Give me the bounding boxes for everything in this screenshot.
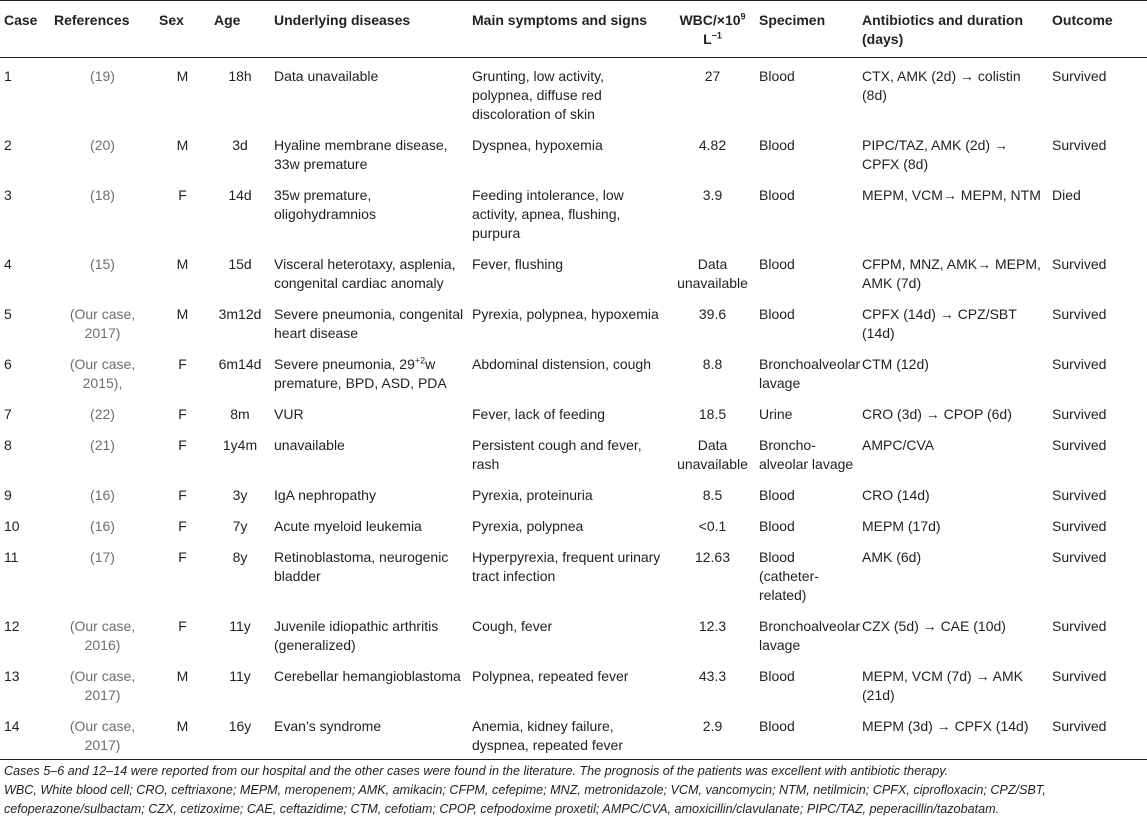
cell-wbc: 12.3 (698, 618, 727, 634)
cell-antibiotics: CRO (14d) (862, 487, 930, 503)
cell-symptoms: Cough, fever (472, 618, 553, 634)
cell-underlying: Cerebellar hemangioblastoma (274, 668, 461, 684)
cell-specimen: Urine (759, 406, 793, 422)
cell-age: 1y4m (222, 437, 258, 453)
header-symptoms: Main symptoms and signs (468, 1, 670, 58)
cell-symptoms: Pyrexia, proteinuria (472, 487, 593, 503)
cell-specimen: Blood (759, 518, 795, 534)
cell-reference: (16) (90, 487, 115, 503)
cell-sex: F (178, 518, 187, 534)
cell-antibiotics: MEPM (17d) (862, 518, 941, 534)
cell-wbc: 3.9 (702, 187, 723, 203)
cell-antibiotics: CFPM, MNZ, AMK→ MEPM, AMK (7d) (862, 256, 1041, 291)
table-row (0, 246, 1147, 296)
cell-antibiotics: CTX, AMK (2d) → colistin (8d) (862, 68, 1021, 103)
cell-specimen: Blood (759, 306, 795, 322)
footnote-summary: Cases 5–6 and 12–14 were reported from our hospital and the other cases were found in the literature. The prognosis of the patients was excellent with antibiotic therapy. (4, 764, 949, 778)
cell-antibiotics: CTM (12d) (862, 356, 929, 372)
cell-symptoms: Hyperpyrexia, frequent urinary tract infection (472, 549, 661, 584)
cell-specimen: Blood (759, 256, 795, 272)
cell-underlying: Evan’s syndrome (270, 708, 468, 760)
header-wbc-prefix: WBC/×10 (679, 12, 741, 28)
cell-sex: F (178, 406, 187, 422)
cell-symptoms: Persistent cough and fever, rash (472, 437, 642, 472)
cell-symptoms: Fever, lack of feeding (472, 406, 606, 422)
cell-case: 5 (4, 306, 12, 322)
table-row (0, 539, 1147, 608)
cell-reference: (20) (90, 137, 115, 153)
cell-antibiotics: AMPC/CVA (862, 437, 935, 453)
cell-antibiotics: CZX (5d) → CAE (10d) (862, 618, 1006, 634)
cell-outcome: Survived (1052, 618, 1107, 634)
cell-outcome: Died (1052, 187, 1081, 203)
cell-wbc: 39.6 (698, 306, 727, 322)
cell-reference: (16) (90, 518, 115, 534)
cell-age: 6m14d (218, 356, 262, 372)
cell-antibiotics: MEPM (3d) → CPFX (14d) (858, 708, 1048, 760)
cell-wbc: Data unavailable (677, 256, 748, 291)
cell-underlying: Acute myeloid leukemia (274, 518, 422, 534)
underlying-text: Severe pneumonia, 29 (274, 356, 415, 372)
cell-age: 7y (232, 518, 248, 534)
table-header (0, 1, 1147, 58)
cell-reference: (Our case, 2017) (50, 708, 155, 760)
cell-outcome: Survived (1052, 306, 1107, 322)
header-wbc-exponent: 9 (740, 11, 746, 22)
underlying-superscript: +2 (414, 355, 426, 366)
cell-symptoms: Feeding intolerance, low activity, apnea, flushing, purpura (472, 187, 624, 241)
table-row (0, 177, 1147, 246)
cell-reference: (Our case, 2017) (69, 668, 136, 703)
cell-underlying: Visceral heterotaxy, asplenia, congenital cardiac anomaly (274, 256, 456, 291)
cell-case: 6 (4, 356, 12, 372)
cell-case: 8 (4, 437, 12, 453)
cell-reference: (19) (90, 68, 115, 84)
cell-age: 16y (210, 708, 270, 760)
cell-outcome: Survived (1052, 68, 1107, 84)
table-body (0, 58, 1147, 760)
cell-reference: (Our case, 2015), (69, 356, 136, 391)
table-row (0, 296, 1147, 346)
cell-age: 18h (228, 68, 252, 84)
header-sex: Sex (155, 1, 210, 58)
cell-reference: (21) (90, 437, 115, 453)
cell-sex: F (178, 437, 187, 453)
cell-wbc: 43.3 (698, 668, 727, 684)
cell-age: 8m (230, 406, 250, 422)
cell-underlying: VUR (274, 406, 304, 422)
cell-antibiotics: AMK (6d) (862, 549, 922, 565)
cell-reference: (22) (90, 406, 115, 422)
cell-age: 11y (229, 618, 251, 634)
cell-case: 13 (4, 668, 20, 684)
cell-specimen: Blood (759, 187, 795, 203)
cell-underlying: Juvenile idiopathic arthritis (generalized) (274, 618, 439, 653)
cell-age: 14d (228, 187, 252, 203)
cell-case: 7 (4, 406, 12, 422)
cell-age: 15d (228, 256, 252, 272)
cell-underlying: Retinoblastoma, neurogenic bladder (274, 549, 449, 584)
cell-antibiotics: MEPM, VCM (7d) → AMK (21d) (862, 668, 1024, 703)
cell-specimen: Blood (759, 487, 795, 503)
cell-sex: M (176, 137, 189, 153)
cell-specimen: Blood (759, 668, 795, 684)
cell-age: 11y (229, 668, 251, 684)
cell-specimen: Bronchoalveolar lavage (759, 618, 861, 653)
cell-underlying: Severe pneumonia, congenital heart disease (274, 306, 464, 341)
cell-sex: F (178, 618, 187, 634)
cell-symptoms: Polypnea, repeated fever (472, 668, 629, 684)
cell-antibiotics: MEPM, VCM→ MEPM, NTM (862, 187, 1041, 203)
header-underlying: Underlying diseases (270, 1, 468, 58)
cell-wbc: 2.9 (670, 708, 755, 760)
table-row (0, 427, 1147, 477)
cell-reference: (15) (90, 256, 115, 272)
table-row (0, 508, 1147, 539)
cell-underlying: IgA nephropathy (274, 487, 376, 503)
cell-reference: (17) (90, 549, 115, 565)
table-row (0, 477, 1147, 508)
cell-case: 14 (0, 708, 50, 760)
cell-reference: (Our case, 2016) (69, 618, 136, 653)
cell-symptoms: Abdominal distension, cough (472, 356, 652, 372)
header-row (0, 1, 1147, 58)
header-references: References (50, 1, 155, 58)
table-row (0, 396, 1147, 427)
cell-wbc: 18.5 (698, 406, 727, 422)
header-outcome: Outcome (1048, 1, 1147, 58)
cell-wbc: 12.63 (694, 549, 731, 565)
cell-symptoms: Pyrexia, polypnea, hypoxemia (472, 306, 659, 322)
cell-outcome: Survived (1052, 549, 1107, 565)
footnote-abbreviations: WBC, White blood cell; CRO, ceftriaxone; MEPM, meropenem; AMK, amikacin; CFPM, cefepime; MNZ, metronidazole; VCM, vancomycin; NTM, netilmicin; CPFX, ciprofloxacin; CPZ/SBT, cefoperazone/sulbactam; CZX, cetizoxime; CAE, ceftazidime; CTM, cefotiam; CPOP, cefpodoxime proxetil; AMPC/CVA, amoxicillin/clavulanate; PIPC/TAZ, peperacillin/tazobatam. (4, 783, 1046, 816)
cell-wbc: 4.82 (698, 137, 727, 153)
cell-wbc: 8.8 (702, 356, 723, 372)
cell-outcome: Survived (1052, 356, 1107, 372)
header-antibiotics: Antibiotics and duration (days) (858, 1, 1048, 58)
cell-sex: F (178, 187, 187, 203)
cell-underlying: unavailable (274, 437, 345, 453)
header-age: Age (210, 1, 270, 58)
cell-case: 4 (4, 256, 12, 272)
cell-specimen: Blood (755, 708, 858, 760)
cell-outcome: Survived (1052, 487, 1107, 503)
cell-wbc: 27 (704, 68, 721, 84)
cell-wbc: 8.5 (702, 487, 723, 503)
cell-sex: M (176, 306, 189, 322)
cell-specimen: Blood (catheter-related) (759, 549, 819, 603)
table-row (0, 346, 1147, 396)
cell-case: 2 (4, 137, 12, 153)
cell-symptoms: Dyspnea, hypoxemia (472, 137, 603, 153)
cell-sex: M (176, 256, 189, 272)
cell-case: 9 (4, 487, 12, 503)
cell-specimen: Blood (759, 68, 795, 84)
cell-case: 1 (4, 68, 12, 84)
cell-symptoms: Anemia, kidney failure, dyspnea, repeated fever (468, 708, 670, 760)
cell-age: 3m12d (218, 306, 262, 322)
table-row (0, 708, 1147, 760)
cell-sex: M (176, 668, 189, 684)
cell-outcome: Survived (1048, 708, 1147, 760)
header-specimen: Specimen (755, 1, 858, 58)
cell-outcome: Survived (1052, 137, 1107, 153)
cell-sex: M (155, 708, 210, 760)
cell-antibiotics: CPFX (14d) → CPZ/SBT (14d) (862, 306, 1017, 341)
cell-reference: (Our case, 2017) (69, 306, 136, 341)
table-row (0, 658, 1147, 708)
cell-outcome: Survived (1052, 437, 1107, 453)
cell-symptoms: Grunting, low activity, polypnea, diffuse red discoloration of skin (472, 68, 605, 122)
cell-age: 3y (232, 487, 248, 503)
table-row (0, 608, 1147, 658)
cell-wbc: Data unavailable (677, 437, 748, 472)
cell-outcome: Survived (1052, 518, 1107, 534)
table-row (0, 58, 1147, 128)
header-wbc-suffix: L (703, 31, 712, 47)
cell-symptoms: Pyrexia, polypnea (472, 518, 584, 534)
cell-symptoms: Fever, flushing (472, 256, 564, 272)
cell-age: 3d (232, 137, 248, 153)
header-wbc-unit-exponent: −1 (711, 30, 722, 41)
cell-underlying (270, 346, 468, 396)
cell-antibiotics: PIPC/TAZ, AMK (2d) → CPFX (8d) (862, 137, 1008, 172)
underlying-text: w premature, BPD, ASD, PDA (274, 356, 447, 391)
cell-case: 3 (4, 187, 12, 203)
cell-specimen: Bronchoalveolar lavage (759, 356, 861, 391)
table-footnotes (0, 760, 1147, 819)
cell-sex: F (178, 549, 187, 565)
cell-case: 12 (4, 618, 20, 634)
cell-specimen: Blood (759, 137, 795, 153)
cell-outcome: Survived (1052, 406, 1107, 422)
header-case: Case (0, 1, 50, 58)
cell-case: 10 (4, 518, 20, 534)
header-wbc (670, 1, 755, 58)
cell-antibiotics: CRO (3d) → CPOP (6d) (862, 406, 1012, 422)
cell-underlying: Hyaline membrane disease, 33w premature (274, 137, 448, 172)
cell-sex: F (178, 356, 187, 372)
cell-underlying: Data unavailable (274, 68, 379, 84)
cell-sex: F (178, 487, 187, 503)
cell-underlying: 35w premature, oligohydramnios (274, 187, 376, 222)
cell-wbc: <0.1 (698, 518, 727, 534)
cell-age: 8y (232, 549, 248, 565)
cell-sex: M (176, 68, 189, 84)
cell-specimen: Broncho-alveolar lavage (759, 437, 854, 472)
cell-outcome: Survived (1052, 668, 1107, 684)
table-row (0, 127, 1147, 177)
cell-outcome: Survived (1052, 256, 1107, 272)
cell-reference: (18) (90, 187, 115, 203)
cell-case: 11 (4, 549, 19, 565)
